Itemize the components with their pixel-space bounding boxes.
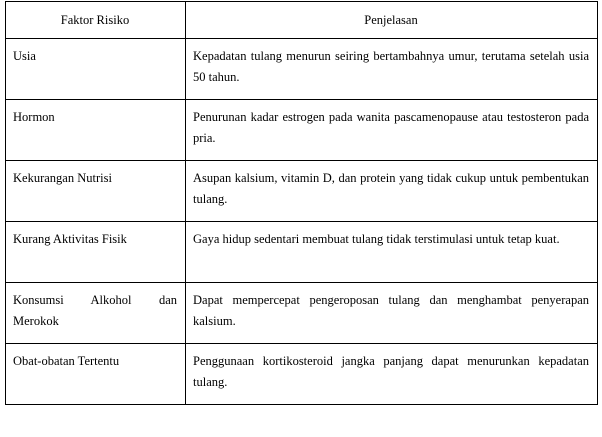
- cell-explanation: Gaya hidup sedentari membuat tulang tidak terstimulasi untuk tetap kuat.: [186, 222, 598, 283]
- table-row: [6, 283, 598, 344]
- cell-explanation: Dapat mempercepat pengeroposan tulang dan menghambat penyerapan kalsium.: [186, 283, 598, 344]
- risk-factor-table: [5, 1, 598, 405]
- cell-explanation: Penurunan kadar estrogen pada wanita pascamenopause atau testosteron pada pria.: [186, 100, 598, 161]
- table-header: [6, 2, 598, 39]
- cell-explanation: Kepadatan tulang menurun seiring bertambahnya umur, terutama setelah usia 50 tahun.: [186, 39, 598, 100]
- cell-factor: Hormon: [6, 100, 186, 161]
- table-row: [6, 161, 598, 222]
- column-header-explanation: Penjelasan: [186, 2, 598, 39]
- table-row: [6, 222, 598, 283]
- cell-factor: Usia: [6, 39, 186, 100]
- table-row: [6, 100, 598, 161]
- table-row: [6, 39, 598, 100]
- cell-factor: Konsumsi Alkohol dan Merokok: [6, 283, 186, 344]
- cell-explanation: Penggunaan kortikosteroid jangka panjang dapat menurunkan kepadatan tulang.: [186, 344, 598, 405]
- table-header-row: [6, 2, 598, 39]
- cell-factor: Obat-obatan Tertentu: [6, 344, 186, 405]
- document-page: [0, 1, 602, 437]
- cell-factor: Kurang Aktivitas Fisik: [6, 222, 186, 283]
- table-row: [6, 344, 598, 405]
- cell-explanation: Asupan kalsium, vitamin D, dan protein yang tidak cukup untuk pembentukan tulang.: [186, 161, 598, 222]
- cell-factor: Kekurangan Nutrisi: [6, 161, 186, 222]
- table-body: [6, 39, 598, 405]
- column-header-factor: Faktor Risiko: [6, 2, 186, 39]
